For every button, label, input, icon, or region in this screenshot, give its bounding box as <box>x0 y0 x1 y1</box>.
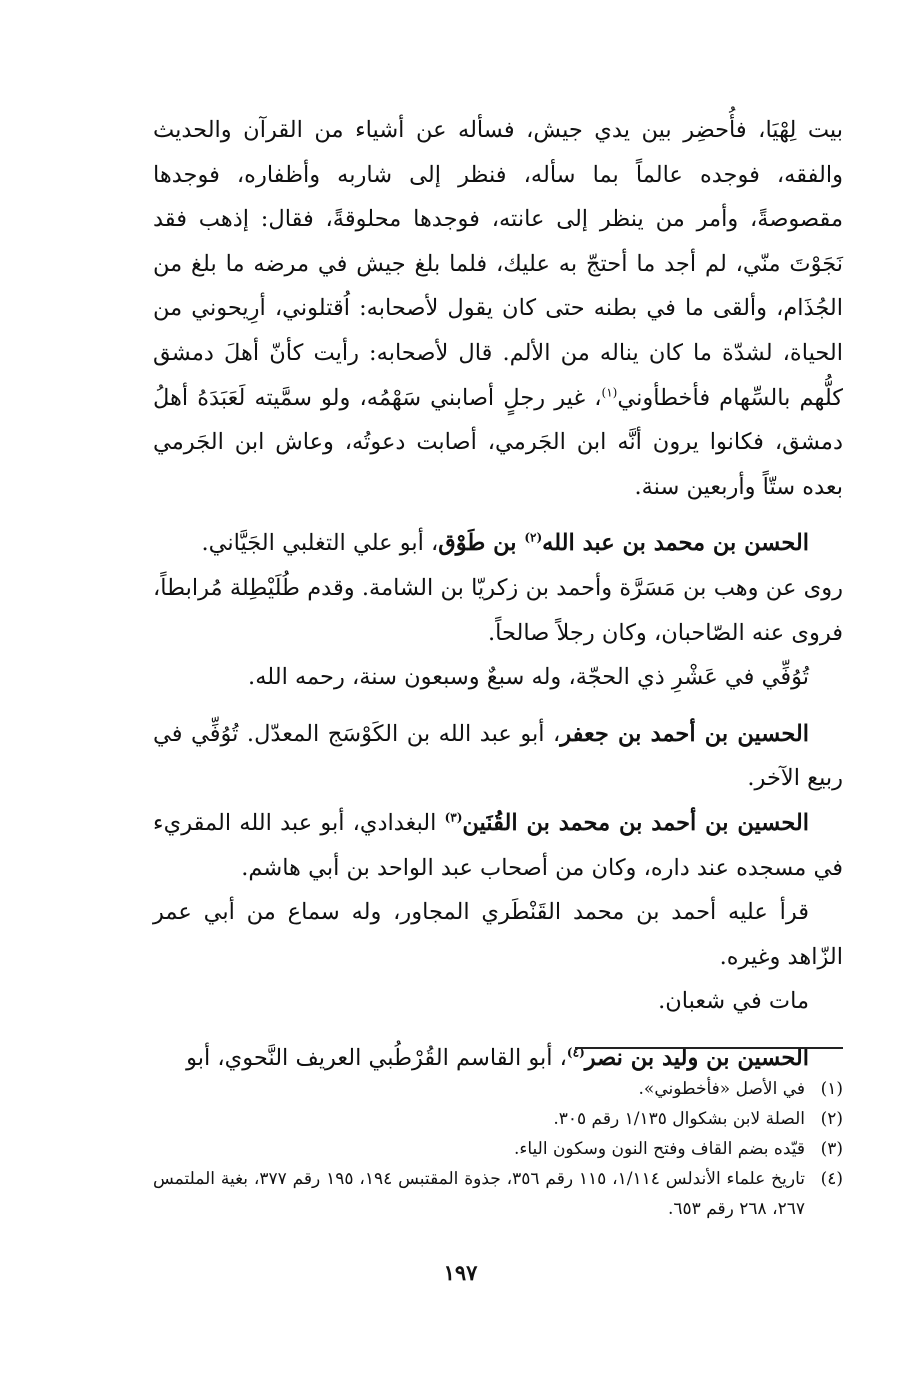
entry-husayn-ibn-walid: الحسين بن وليد بن نصر$^{(٤)}$، أبو القاسم القُرْطُبي العريف النَّحوي، أبو <box>186 1044 809 1071</box>
entry-hasan-ibn-muhammad: الحسن بن محمد بن عبد الله$^{(٢)}$ بن طَوْق، أبو علي التغلبي الجَيَّاني. <box>201 530 809 557</box>
footnotes <box>153 1074 843 1224</box>
footnote-text: تاريخ علماء الأندلس ١/١١٤، ١١٥ رقم ٣٥٦، جذوة المقتبس ١٩٤، ١٩٥ رقم ٣٧٧، بغية الملتمس ٢٦٧، ٢٦٨ رقم ٦٥٣. <box>153 1169 805 1219</box>
main-text <box>153 108 843 1080</box>
footnote-number: (٢) <box>820 1109 843 1129</box>
footnote-ref-4: (٤) <box>566 1045 585 1060</box>
footnote-text: قيّده بضم القاف وفتح النون وسكون الياء. <box>513 1139 805 1159</box>
paragraph-1: بيت لِهْيَا، فأُحضِر بين يدي جيش، فسأله عن أشياء من القرآن والحديث والفقه، فوجده عالماً بما سأله، فنظر إلى شاربه وأظفاره، فوجدها مقصوصةً، وأمر من ينظر إلى عانته، فوجدها محلوقةً، فقال: إذهب فقد نَجَوْتَ منّي، لم أجد ما أحتجّ به عليك، فلما بلغ جيش في مرضه ما بلغ من الجُذَام، وألقى ما في بطنه حتى كان يقول لأصحابه: اُقتلوني، أرِيحوني من الحياة، لشدّة ما كان يناله من الألم. قال لأصحابه: رأيت كأنّ أهلَ دمشق كلُّهم بالسِّهام فأخطأوني$^{(١)}$، غير رجلٍ أصابني سَهْمُه، ولو سمَّيته لَعَبَدَهُ أهلُ دمشق، فكانوا يرون أنَّه ابن الجَرمي، أصابت دعوتُه، وعاش ابن الجَرمي بعده ستّاً وأربعين سنة. <box>153 117 843 500</box>
paragraph-7: قرأ عليه أحمد بن محمد القَنْطَري المجاور، وله سماع من أبي عمر الزّاهد وغيره. <box>153 899 843 970</box>
footnote-ref-3: (٣) <box>444 810 463 825</box>
footnote-4 <box>153 1164 843 1224</box>
footnote-ref-1: (١) <box>601 385 618 400</box>
paragraph-3: روى عن وهب بن مَسَرَّة وأحمد بن زكريّا بن الشامة. وقدم طُلَيْطِلة مُرابطاً، فروى عنه الصّاحبان، وكان رجلاً صالحاً. <box>153 574 843 646</box>
paragraph-4: تُوُفِّي في عَشْرِ ذي الحجّة، وله سبعٌ وسبعون سنة، رحمه الله. <box>248 664 809 691</box>
footnote-text: في الأصل «فأخطوني». <box>638 1079 805 1099</box>
entry-name: الحسين بن أحمد بن محمد بن القُنَين$^{(٣)}$ <box>444 809 809 836</box>
footnote-number: (١) <box>820 1079 843 1099</box>
footnote-divider <box>575 1047 843 1049</box>
page-number: ١٩٧ <box>443 1260 478 1285</box>
entry-name: الحسن بن محمد بن عبد الله$^{(٢)}$ بن طَوْق <box>438 530 809 557</box>
entry-name: الحسين بن وليد بن نصر$^{(٤)}$ <box>566 1044 809 1071</box>
footnote-text: الصلة لابن بشكوال ١/١٣٥ رقم ٣٠٥. <box>553 1109 805 1129</box>
footnote-ref-2: (٢) <box>524 530 543 545</box>
entry-husayn-ibn-al-qunayn: الحسين بن أحمد بن محمد بن القُنَين$^{(٣)}$ البغدادي، أبو عبد الله المقريء في مسجده عند داره، وكان من أصحاب عبد الواحد بن أبي هاشم. <box>153 809 843 881</box>
paragraph-8: مات في شعبان. <box>658 988 809 1015</box>
footnote-number: (٤) <box>820 1169 843 1189</box>
footnote-3 <box>153 1134 843 1164</box>
entry-husayn-ibn-ahmad-ibn-jafar: الحسين بن أحمد بن جعفر، أبو عبد الله بن الكَوْسَج المعدّل. تُوُفِّي في ربيع الآخر. <box>153 720 843 792</box>
footnote-1 <box>153 1074 843 1104</box>
entry-name: الحسين بن أحمد بن جعفر <box>560 720 809 747</box>
footnote-number: (٣) <box>820 1139 843 1159</box>
footnote-2 <box>153 1104 843 1134</box>
